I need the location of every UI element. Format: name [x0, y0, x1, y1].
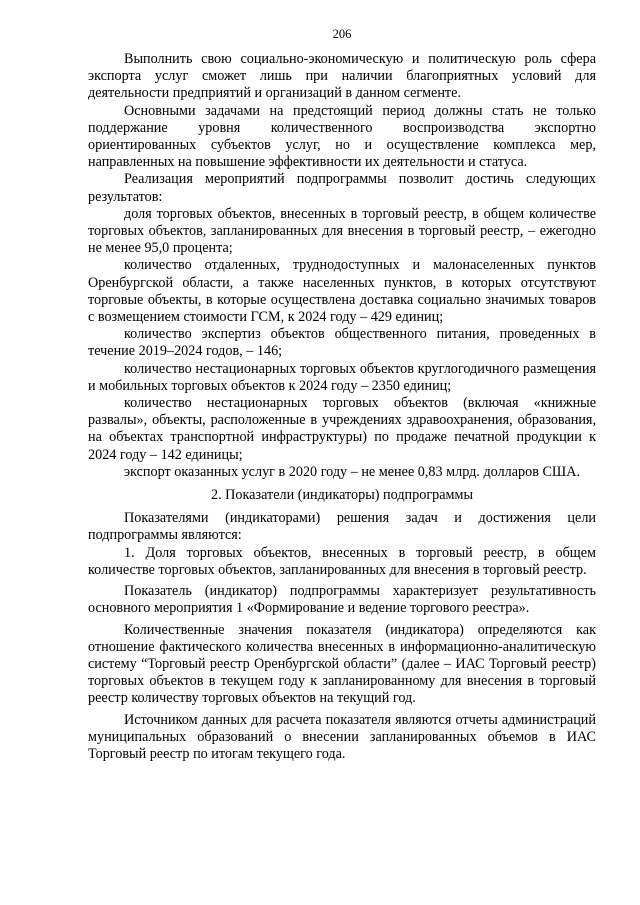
- page-number: 206: [332, 27, 352, 41]
- paragraph-indicator-characterizes: Показатель (индикатор) подпрограммы характеризует результативность основного мероприятия 1 «Формирование и ведение торгового реестра».: [88, 583, 596, 617]
- paragraph-export-role: Выполнить свою социально-экономическую и политическую роль сфера экспорта услуг сможет лишь при наличии благоприятных условий для деятельности предприятий и организаций в данном сегменте.: [88, 51, 596, 102]
- result-item-catering-inspections: количество экспертиз объектов общественного питания, проведенных в течение 2019–2024 годов, – 146;: [88, 326, 596, 360]
- result-item-mobile-objects: количество нестационарных торговых объектов круглогодичного размещения и мобильных торговых объектов к 2024 году – 2350 единиц;: [88, 360, 596, 394]
- result-item-remote-settlements: количество отдаленных, труднодоступных и малонаселенных пунктов Оренбургской области, а также населенных пунктов, в которых отсутствуют торговые объекты, в которые осуществлена доставка социально значимых товаров с возмещением стоимости ГСМ, к 2024 году – 429 единиц;: [88, 257, 596, 326]
- paragraph-indicators-intro: Показателями (индикаторами) решения задач и достижения цели подпрограммы являются:: [88, 510, 596, 544]
- paragraph-results-intro: Реализация мероприятий подпрограммы позволит достичь следующих результатов:: [88, 171, 596, 205]
- result-item-print-objects: количество нестационарных торговых объектов (включая «книжные развалы», объекты, расположенные в учреждениях здравоохранения, образования, на объектах транспортной инфраструктуры) по продаже печатной продукции к 2024 году – 142 единицы;: [88, 395, 596, 463]
- paragraph-data-source: Источником данных для расчета показателя являются отчеты администраций муниципальных образований о внесении запланированных объемов в ИАС Торговый реестр по итогам текущего года.: [88, 711, 596, 762]
- result-item-services-export: экспорт оказанных услуг в 2020 году – не менее 0,83 млрд. долларов США.: [124, 463, 581, 480]
- section-heading: 2. Показатели (индикаторы) подпрограммы: [210, 487, 474, 504]
- paragraph-main-tasks: Основными задачами на предстоящий период должны стать не только поддержание уровня количественного воспроизводства экспортно ориентированных субъектов услуг, но и осуществление комплекса мер, направленных на повышение эффективности их деятельности и статуса.: [88, 102, 596, 171]
- document-page: [88, 26, 596, 763]
- paragraph-indicator-values: Количественные значения показателя (индикатора) определяются как отношение фактического количества внесенных в информационно-аналитическую систему “Торговый реестр Оренбургской области” (далее – ИАС Торговый реестр) торговых объектов в текущем году к запланированному для внесения в торговый реестр количеству торговых объектов на текущий год.: [88, 621, 596, 707]
- result-item-registry-share: доля торговых объектов, внесенных в торговый реестр, в общем количестве торговых объектов, запланированных для внесения в торговый реестр, – ежегодно не менее 95,0 процента;: [88, 205, 596, 257]
- paragraph-indicator-1: 1. Доля торговых объектов, внесенных в торговый реестр, в общем количестве торговых объектов, запланированных для внесения в торговый реестр.: [88, 544, 596, 578]
